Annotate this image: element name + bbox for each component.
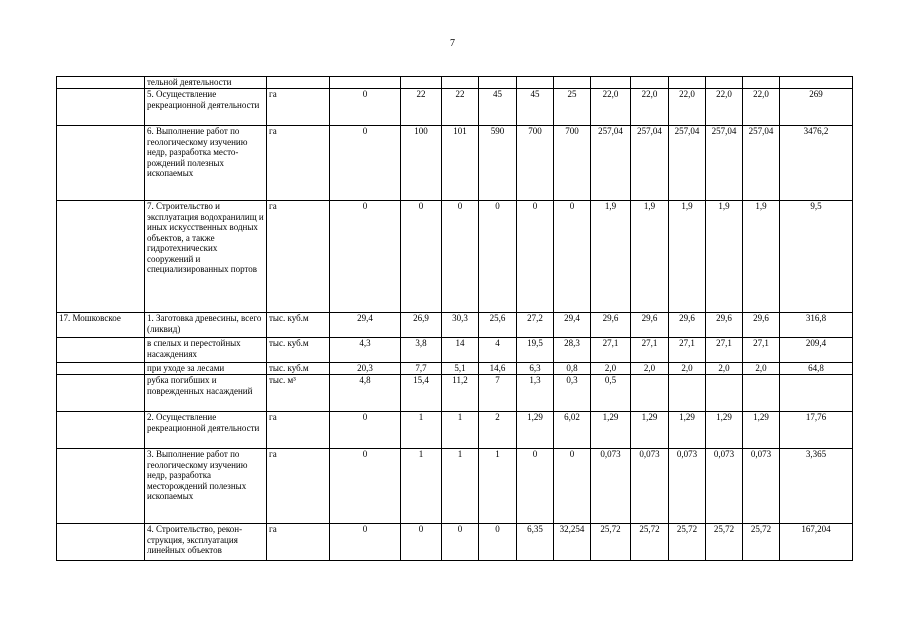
value-cell: 45: [517, 89, 554, 126]
value-cell: 0: [479, 201, 517, 313]
value-cell: 29,4: [330, 313, 401, 338]
activity-cell: 5. Осуществление рекреационной деятельности: [145, 89, 267, 126]
value-cell: 0: [479, 524, 517, 561]
value-cell: 257,04: [631, 126, 669, 201]
value-cell: [631, 375, 669, 412]
unit-cell: га: [267, 89, 330, 126]
value-cell: 0,073: [743, 449, 780, 524]
value-cell: 257,04: [669, 126, 706, 201]
unit-cell: [267, 77, 330, 89]
activity-cell: рубка погибших и поврежденных насаждений: [145, 375, 267, 412]
value-cell: 0: [554, 449, 591, 524]
table-row: [57, 313, 853, 338]
value-cell: 27,1: [743, 338, 780, 363]
region-cell: [57, 375, 145, 412]
value-cell: 19,5: [517, 338, 554, 363]
value-cell: 29,6: [669, 313, 706, 338]
value-cell: 14,6: [479, 363, 517, 375]
value-cell: 28,3: [554, 338, 591, 363]
value-cell: 2,0: [669, 363, 706, 375]
value-cell: 0,073: [669, 449, 706, 524]
value-cell: 25,72: [743, 524, 780, 561]
value-cell: [517, 77, 554, 89]
value-cell: 29,6: [591, 313, 631, 338]
region-cell: 17. Мошковское: [57, 313, 145, 338]
total-cell: 269: [780, 89, 853, 126]
value-cell: 22,0: [669, 89, 706, 126]
activity-cell: 1. Заготовка древесины, всего (ликвид): [145, 313, 267, 338]
value-cell: 25,72: [669, 524, 706, 561]
activity-cell: 6. Выполнение работ по геологическому изучению недр, разработка место-рождений полезных ископаемых: [145, 126, 267, 201]
value-cell: [743, 375, 780, 412]
activity-cell: 7. Строительство и эксплуатация водохранилищ и иных искусственных водных объектов, а также гидротехнических сооружений и специализированных портов: [145, 201, 267, 313]
total-cell: 17,76: [780, 412, 853, 449]
value-cell: 1,29: [669, 412, 706, 449]
table-row: [57, 126, 853, 201]
value-cell: 22,0: [591, 89, 631, 126]
region-cell: [57, 412, 145, 449]
value-cell: 1,29: [517, 412, 554, 449]
unit-cell: тыс. куб.м: [267, 363, 330, 375]
value-cell: 22,0: [743, 89, 780, 126]
value-cell: 2,0: [631, 363, 669, 375]
value-cell: 4,3: [330, 338, 401, 363]
value-cell: 15,4: [401, 375, 442, 412]
value-cell: 257,04: [591, 126, 631, 201]
activity-cell: 4. Строительство, рекон-струкция, эксплуатация линейных объектов: [145, 524, 267, 561]
total-cell: 64,8: [780, 363, 853, 375]
value-cell: 4: [479, 338, 517, 363]
value-cell: 0: [517, 449, 554, 524]
value-cell: 7: [479, 375, 517, 412]
table-row: [57, 412, 853, 449]
table-row: [57, 201, 853, 313]
region-cell: [57, 338, 145, 363]
value-cell: 1,9: [706, 201, 743, 313]
value-cell: 25: [554, 89, 591, 126]
value-cell: 257,04: [743, 126, 780, 201]
value-cell: 22: [401, 89, 442, 126]
unit-cell: га: [267, 126, 330, 201]
table-row: [57, 363, 853, 375]
value-cell: 0: [330, 412, 401, 449]
value-cell: 0: [517, 201, 554, 313]
value-cell: 0: [330, 449, 401, 524]
total-cell: 3476,2: [780, 126, 853, 201]
value-cell: 5,1: [442, 363, 479, 375]
value-cell: 6,35: [517, 524, 554, 561]
value-cell: 0,5: [591, 375, 631, 412]
value-cell: 1,9: [743, 201, 780, 313]
region-cell: [57, 201, 145, 313]
value-cell: 6,3: [517, 363, 554, 375]
region-cell: [57, 524, 145, 561]
value-cell: [669, 77, 706, 89]
unit-cell: га: [267, 201, 330, 313]
value-cell: 0,073: [591, 449, 631, 524]
value-cell: 700: [517, 126, 554, 201]
activity-cell: в спелых и перестойных насаждениях: [145, 338, 267, 363]
page-number: 7: [450, 38, 455, 49]
value-cell: 7,7: [401, 363, 442, 375]
value-cell: 27,2: [517, 313, 554, 338]
table-row: [57, 77, 853, 89]
value-cell: 32,254: [554, 524, 591, 561]
value-cell: 29,6: [631, 313, 669, 338]
total-cell: [780, 375, 853, 412]
value-cell: 1,29: [591, 412, 631, 449]
total-cell: 167,204: [780, 524, 853, 561]
table-row: [57, 524, 853, 561]
unit-cell: тыс. м³: [267, 375, 330, 412]
value-cell: 27,1: [669, 338, 706, 363]
value-cell: 45: [479, 89, 517, 126]
value-cell: 0,073: [706, 449, 743, 524]
value-cell: 1: [401, 412, 442, 449]
value-cell: 11,2: [442, 375, 479, 412]
value-cell: 257,04: [706, 126, 743, 201]
value-cell: 0: [330, 126, 401, 201]
value-cell: 20,3: [330, 363, 401, 375]
value-cell: 1,3: [517, 375, 554, 412]
value-cell: [591, 77, 631, 89]
table-row: [57, 449, 853, 524]
activity-cell: тельной деятельности: [145, 77, 267, 89]
value-cell: 29,6: [743, 313, 780, 338]
unit-cell: га: [267, 524, 330, 561]
forest-use-table: [56, 76, 853, 561]
value-cell: 700: [554, 126, 591, 201]
value-cell: 25,6: [479, 313, 517, 338]
value-cell: 1,29: [631, 412, 669, 449]
activity-cell: при уходе за лесами: [145, 363, 267, 375]
total-cell: 3,365: [780, 449, 853, 524]
value-cell: 0,8: [554, 363, 591, 375]
value-cell: 1: [442, 412, 479, 449]
value-cell: 0,3: [554, 375, 591, 412]
total-cell: [780, 77, 853, 89]
total-cell: 209,4: [780, 338, 853, 363]
value-cell: 1: [479, 449, 517, 524]
activity-cell: 3. Выполнение работ по геологическому изучению недр, разработка месторождений полезных ископаемых: [145, 449, 267, 524]
value-cell: [330, 77, 401, 89]
value-cell: 2,0: [743, 363, 780, 375]
value-cell: 0: [442, 524, 479, 561]
value-cell: 29,6: [706, 313, 743, 338]
table-row: [57, 375, 853, 412]
region-cell: [57, 126, 145, 201]
value-cell: 22,0: [631, 89, 669, 126]
unit-cell: га: [267, 412, 330, 449]
table-row: [57, 89, 853, 126]
unit-cell: га: [267, 449, 330, 524]
value-cell: [669, 375, 706, 412]
value-cell: 590: [479, 126, 517, 201]
value-cell: 1: [442, 449, 479, 524]
value-cell: 2,0: [591, 363, 631, 375]
value-cell: 22,0: [706, 89, 743, 126]
value-cell: 0: [401, 524, 442, 561]
value-cell: 14: [442, 338, 479, 363]
value-cell: 0: [330, 201, 401, 313]
value-cell: 0: [554, 201, 591, 313]
value-cell: [706, 77, 743, 89]
value-cell: 6,02: [554, 412, 591, 449]
value-cell: 26,9: [401, 313, 442, 338]
table-row: [57, 338, 853, 363]
unit-cell: тыс. куб.м: [267, 313, 330, 338]
total-cell: 316,8: [780, 313, 853, 338]
value-cell: 101: [442, 126, 479, 201]
value-cell: 25,72: [591, 524, 631, 561]
value-cell: 1,9: [669, 201, 706, 313]
value-cell: 3,8: [401, 338, 442, 363]
value-cell: 1,29: [743, 412, 780, 449]
region-cell: [57, 363, 145, 375]
region-cell: [57, 449, 145, 524]
value-cell: 0: [442, 201, 479, 313]
unit-cell: тыс. куб.м: [267, 338, 330, 363]
value-cell: 25,72: [706, 524, 743, 561]
activity-cell: 2. Осуществление рекреационной деятельности: [145, 412, 267, 449]
value-cell: 0,073: [631, 449, 669, 524]
value-cell: [479, 77, 517, 89]
value-cell: 2: [479, 412, 517, 449]
value-cell: [631, 77, 669, 89]
value-cell: 1,9: [631, 201, 669, 313]
value-cell: [401, 77, 442, 89]
value-cell: 25,72: [631, 524, 669, 561]
value-cell: 0: [401, 201, 442, 313]
value-cell: [554, 77, 591, 89]
value-cell: 27,1: [706, 338, 743, 363]
value-cell: 4,8: [330, 375, 401, 412]
value-cell: 0: [330, 524, 401, 561]
value-cell: 27,1: [631, 338, 669, 363]
region-cell: [57, 77, 145, 89]
value-cell: 100: [401, 126, 442, 201]
value-cell: 1,9: [591, 201, 631, 313]
value-cell: 27,1: [591, 338, 631, 363]
value-cell: 1,29: [706, 412, 743, 449]
value-cell: 1: [401, 449, 442, 524]
value-cell: 29,4: [554, 313, 591, 338]
region-cell: [57, 89, 145, 126]
value-cell: [706, 375, 743, 412]
value-cell: 0: [330, 89, 401, 126]
value-cell: [442, 77, 479, 89]
value-cell: 2,0: [706, 363, 743, 375]
value-cell: 30,3: [442, 313, 479, 338]
value-cell: [743, 77, 780, 89]
value-cell: 22: [442, 89, 479, 126]
total-cell: 9,5: [780, 201, 853, 313]
